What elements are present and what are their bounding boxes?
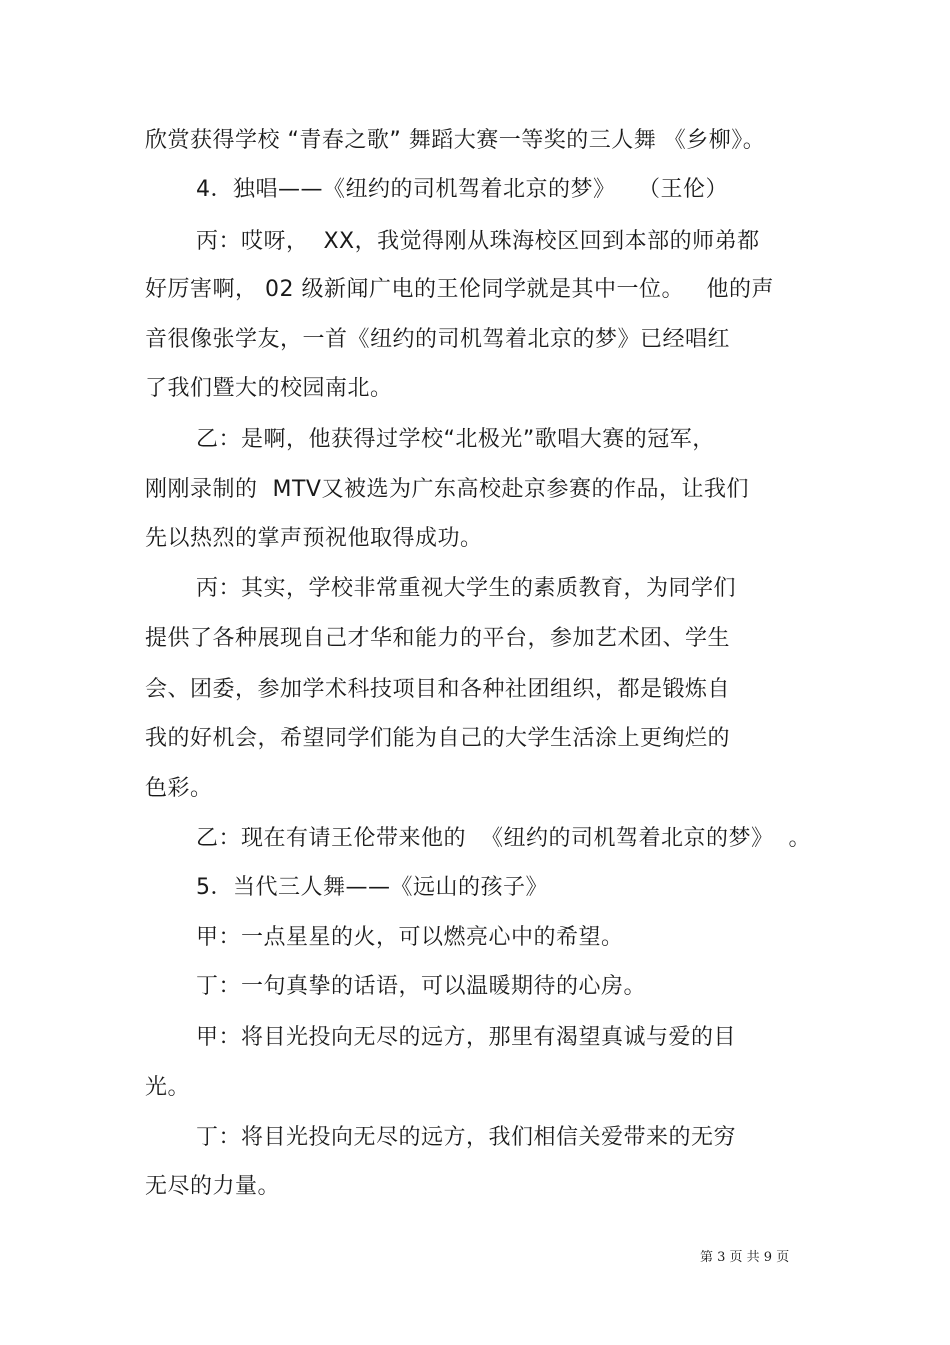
text-line-11: 提供了各种展现自己才华和能力的平台，参加艺术团、学生 — [145, 626, 731, 651]
text-line-1: 欣赏获得学校 “青春之歌” 舞蹈大赛一等奖的三人舞 《乡柳》。 — [145, 128, 766, 153]
text-line-20: 光。 — [145, 1075, 191, 1100]
text-line-13: 我的好机会，希望同学们能为自己的大学生活涂上更绚烂的 — [145, 726, 731, 751]
text-line-22: 无尽的力量。 — [145, 1174, 281, 1199]
text-line-15: 乙：现在有请王伦带来他的 《纽约的司机驾着北京的梦》 。 — [196, 826, 811, 851]
text-line-14: 色彩。 — [145, 776, 213, 801]
text-line-5: 音很像张学友，一首《纽约的司机驾着北京的梦》已经唱红 — [145, 327, 731, 352]
text-line-21: 丁：将目光投向无尽的远方，我们相信关爱带来的无穷 — [196, 1125, 737, 1150]
page-number-footer: 第 3 页 共 9 页 — [700, 1250, 790, 1265]
text-line-2: 4．独唱——《纽约的司机驾着北京的梦》 （王伦） — [196, 177, 728, 202]
text-line-3: 丙：哎呀， XX，我觉得刚从珠海校区回到本部的师弟都 — [196, 229, 760, 254]
text-line-18: 丁：一句真挚的话语，可以温暖期待的心房。 — [196, 974, 647, 999]
text-line-8: 刚刚录制的 MTV又被选为广东高校赴京参赛的作品，让我们 — [145, 477, 749, 502]
text-line-12: 会、团委，参加学术科技项目和各种社团组织，都是锻炼自 — [145, 677, 731, 702]
text-line-4: 好厉害啊， 02 级新闻广电的王伦同学就是其中一位。 他的声 — [145, 277, 774, 302]
text-line-19: 甲：将目光投向无尽的远方，那里有渴望真诚与爱的目 — [196, 1025, 737, 1050]
text-line-9: 先以热烈的掌声预祝他取得成功。 — [145, 526, 483, 551]
text-line-16: 5．当代三人舞——《远山的孩子》 — [196, 875, 548, 900]
text-line-17: 甲：一点星星的火，可以燃亮心中的希望。 — [196, 925, 624, 950]
text-line-7: 乙：是啊，他获得过学校“北极光”歌唱大赛的冠军， — [196, 427, 715, 452]
text-line-10: 丙：其实，学校非常重视大学生的素质教育，为同学们 — [196, 576, 737, 601]
text-line-6: 了我们暨大的校园南北。 — [145, 376, 393, 401]
